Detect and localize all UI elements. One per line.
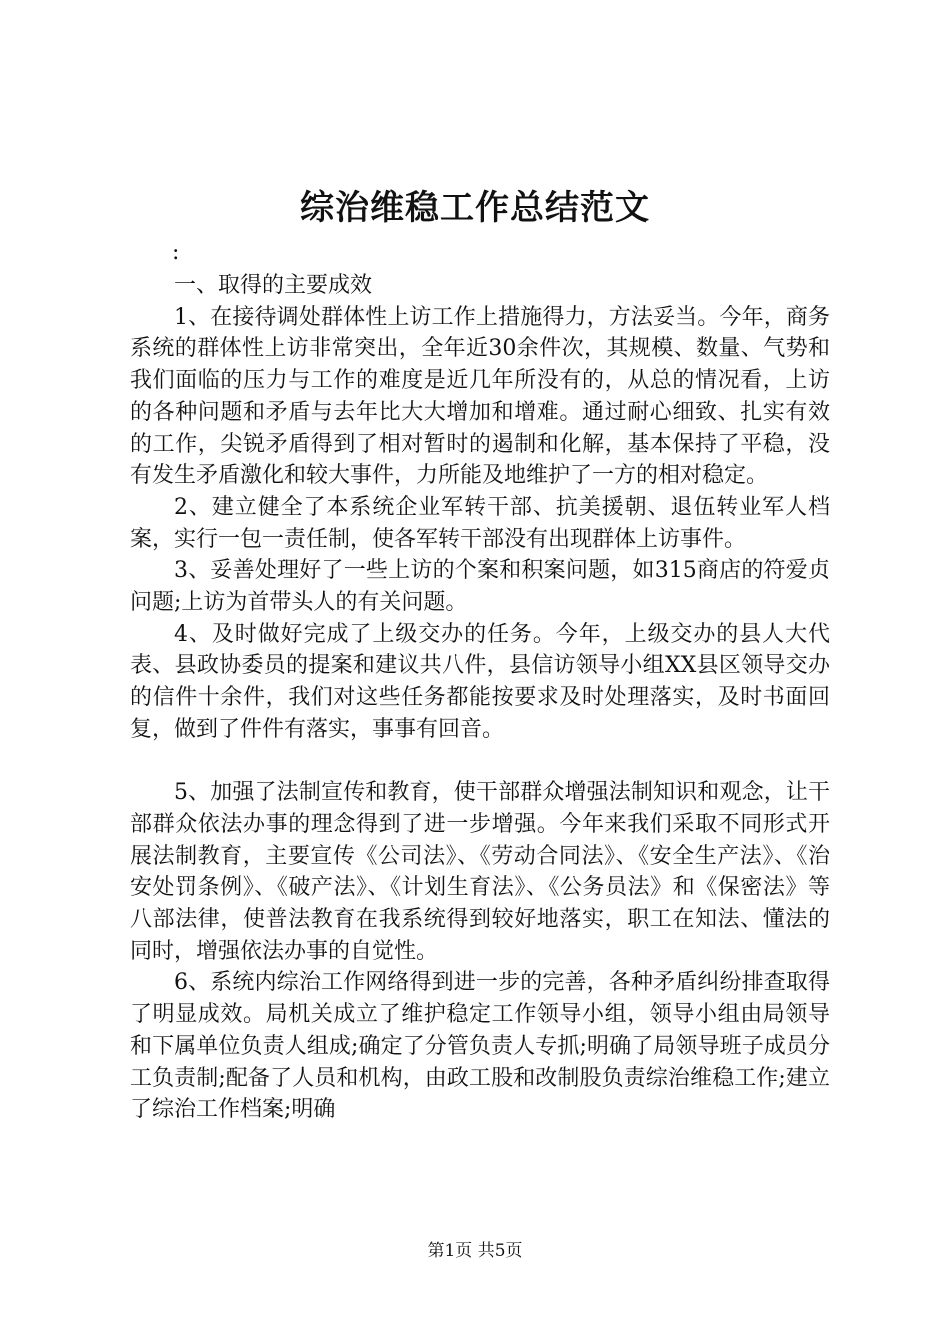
paragraph-2: 2、建立健全了本系统企业军转干部、抗美援朝、退伍转业军人档案，实行一包一责任制，使各军转干部没有出现群体上访事件。 bbox=[130, 494, 830, 552]
paragraph-3: 3、妥善处理好了一些上访的个案和积案问题，如315商店的符爱贞问题;上访为首带头人的有关问题。 bbox=[130, 558, 830, 616]
paragraph-6: 6、系统内综治工作网络得到进一步的完善，各种矛盾纠纷排查取得了明显成效。局机关成立了维护稳定工作领导小组，领导小组由局领导和下属单位负责人组成;确定了分管负责人专抓;明确了局领导班子成员分工负责制;配备了人员和机构，由政工股和改制股负责综治维稳工作;建立了综治工作档案;明确 bbox=[130, 970, 830, 1123]
page-indicator: 第1页 共5页 bbox=[427, 1241, 523, 1261]
paragraph-1: 1、在接待调处群体性上访工作上措施得力，方法妥当。今年，商务系统的群体性上访非常突出，全年近30余件次，其规模、数量、气势和我们面临的压力与工作的难度是近几年所没有的，从总的情况看，上访的各种问题和矛盾与去年比大大增加和增难。通过耐心细致、扎实有效的工作，尖锐矛盾得到了相对暂时的遏制和化解，基本保持了平稳，没有发生矛盾激化和较大事件，力所能及地维护了一方的相对稳定。 bbox=[130, 304, 830, 489]
document-colon: : bbox=[172, 240, 180, 265]
paragraph-4: 4、及时做好完成了上级交办的任务。今年，上级交办的县人大代表、县政协委员的提案和建议共八件，县信访领导小组XX县区领导交办的信件十余件，我们对这些任务都能按要求及时处理落实，及时书面回复，做到了件件有落实，事事有回音。 bbox=[130, 621, 830, 742]
paragraph-gap bbox=[130, 746, 830, 778]
paragraph-5: 5、加强了法制宣传和教育，使干部群众增强法制知识和观念，让干部群众依法办事的理念得到了进一步增强。今年来我们采取不同形式开展法制教育，主要宣传《公司法》、《劳动合同法》、《安全生产法》、《治安处罚条例》、《破产法》、《计划生育法》、《公务员法》和《保密法》等八部法律，使普法教育在我系统得到较好地落实，职工在知法、懂法的同时，增强依法办事的自觉性。 bbox=[130, 780, 830, 964]
document-title: 综治维稳工作总结范文 bbox=[300, 188, 650, 228]
document-body bbox=[130, 270, 830, 1126]
section-heading: 一、取得的主要成效 bbox=[174, 273, 373, 298]
